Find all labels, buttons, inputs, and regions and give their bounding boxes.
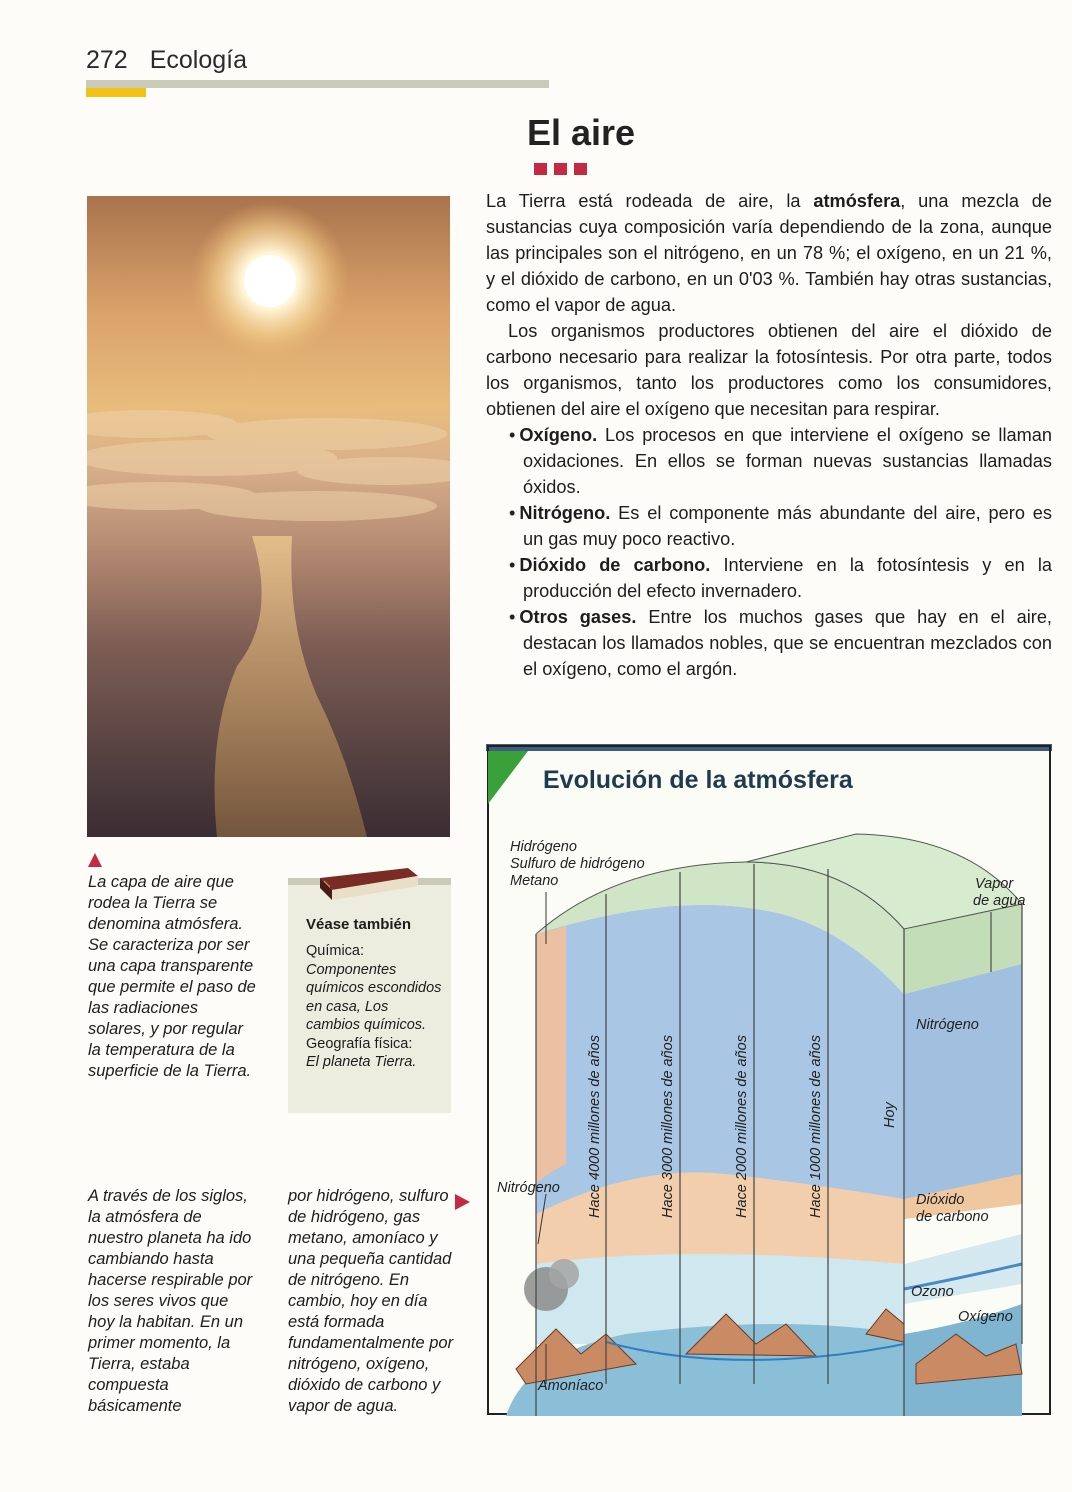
photo-caption: La capa de aire que rodea la Tierra se denomina atmósfera. Se caracteriza por ser una capa transparente que permite el paso de las radiaciones solares, y por regular la temperatura de la superficie de la Tierra. (88, 873, 256, 1080)
period-label: Hace 1000 millones de años (808, 1035, 824, 1218)
label-nitrogen-early: Nitrógeno (497, 1180, 560, 1196)
label-ammonia: Amoníaco (538, 1378, 604, 1394)
section-name: Ecología (149, 46, 248, 74)
label-oxygen: Oxígeno (958, 1309, 1013, 1325)
see-also-topic[interactable]: El planeta Tierra. (306, 1054, 417, 1070)
list-item: • Oxígeno. Los procesos en que interviene el oxígeno se llaman oxidaciones. En ellos se forman nuevas sustancias llamadas óxidos. (500, 422, 1052, 500)
label-vapor: de agua (973, 893, 1026, 909)
page-number: 272 (86, 46, 128, 74)
see-also-body (306, 942, 446, 1072)
book-icon (316, 864, 420, 909)
label-vapor: Vapor (975, 876, 1014, 892)
caption-marker-icon (88, 853, 102, 867)
history-text-col2: por hidrógeno, sulfuro de hidrógeno, gas metano, amoníaco y una pequeña cantidad de nitrógeno. En cambio, hoy en día está formada fundamentalmente por nitrógeno, oxígeno, dióxido de carbono y vapor de agua. (288, 1187, 454, 1415)
period-label: Hace 3000 millones de años (660, 1035, 676, 1218)
list-item: • Dióxido de carbono. Interviene en la fotosíntesis y en la producción del efecto invernadero. (500, 552, 1052, 604)
see-also-topic[interactable]: Componentes químicos escondidos en casa, Los cambios químicos. (306, 961, 442, 1033)
period-label: Hace 2000 millones de años (734, 1035, 750, 1218)
running-head (86, 46, 247, 75)
header-accent (86, 88, 146, 97)
see-also-subject: Geografía física: (306, 1035, 413, 1052)
see-also-heading: Véase también (306, 916, 412, 933)
label-co2: Dióxido (916, 1192, 965, 1208)
label-ozone: Ozono (911, 1284, 954, 1300)
title-ornament (534, 163, 587, 175)
header-rule (86, 80, 549, 88)
list-item: • Otros gases. Entre los muchos gases que hay en el aire, destacan los llamados nobles, que se encuentran mezclados con el oxígeno, como el argón. (500, 604, 1052, 682)
pointer-arrow-icon (455, 1194, 470, 1210)
period-label: Hoy (882, 1102, 898, 1128)
gas-list (486, 422, 1052, 682)
label-early-gas: Sulfuro de hidrógeno (510, 856, 645, 872)
see-also-subject: Química: (306, 943, 365, 959)
label-early-gas: Hidrógeno (510, 839, 577, 855)
label-early-gas: Metano (510, 873, 559, 889)
intro-paragraph: La Tierra está rodeada de aire, la atmósfera, una mezcla de sustancias cuya composición varía dependiendo de la zona, aunque las principales son el nitrógeno, en un 78 %; el oxígeno, en un 21 %, y el dióxido de carbono, en un 0'03 %. También hay otras sustancias, como el vapor de agua. (486, 191, 1052, 315)
history-text-col1: A través de los siglos, la atmósfera de nuestro planeta ha ido cambiando hasta hacerse respirable por los seres vivos que hoy la habitan. En un primer momento, la Tierra, estaba compuesta básicamente (88, 1187, 253, 1415)
diagram-title: Evolución de la atmósfera (543, 766, 853, 794)
page-title: El aire (526, 112, 636, 153)
second-paragraph: Los organismos productores obtienen del aire el dióxido de carbono necesario para realizar la fotosíntesis. Por otra parte, todos los organismos, tanto los productores como los consumidores, obtienen del aire el oxígeno que necesitan para respirar. (486, 321, 1052, 419)
body-text (486, 188, 1052, 682)
period-label: Hace 4000 millones de años (587, 1035, 603, 1218)
sunset-photo (87, 196, 450, 837)
label-co2: de carbono (916, 1209, 989, 1225)
label-nitrogen: Nitrógeno (916, 1017, 979, 1033)
list-item: • Nitrógeno. Es el componente más abundante del aire, pero es un gas muy poco reactivo. (500, 500, 1052, 552)
